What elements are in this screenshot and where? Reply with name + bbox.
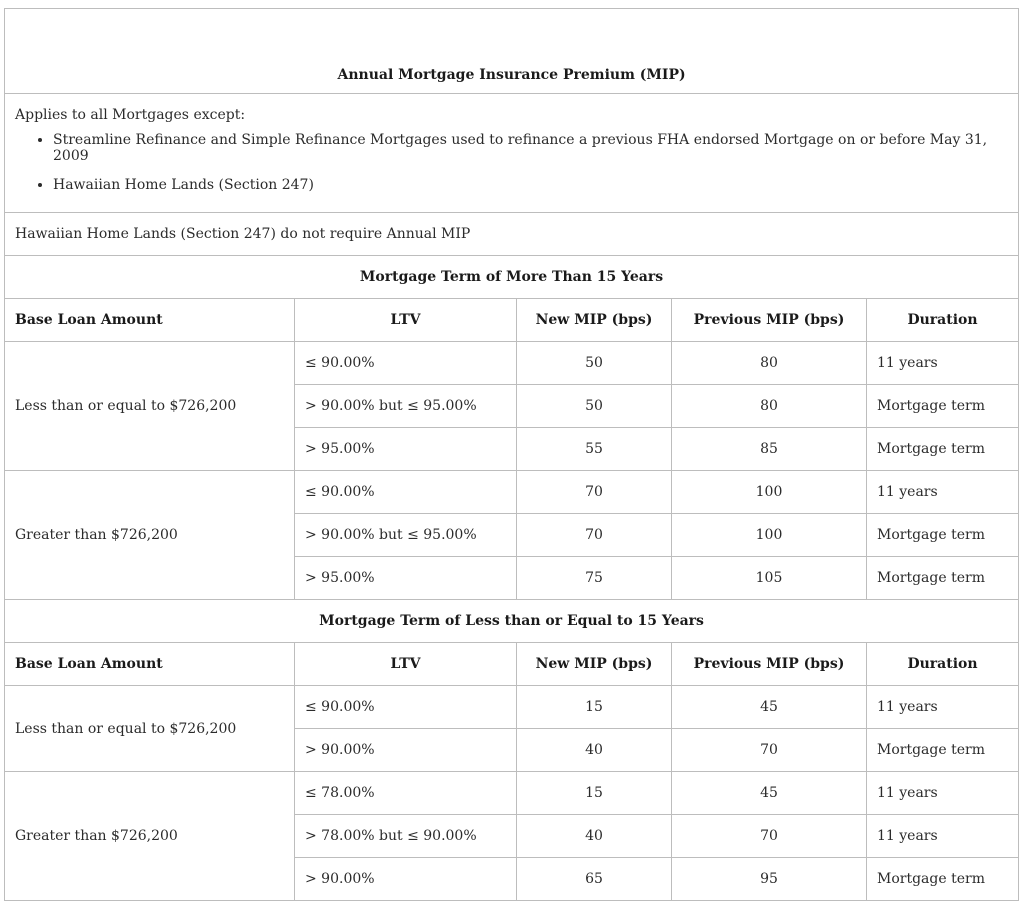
applies-section: [5, 94, 1019, 213]
new-mip-cell: 55: [517, 428, 672, 471]
base-loan-amount-header: Base Loan Amount: [5, 299, 295, 342]
ltv-cell: > 90.00% but ≤ 95.00%: [295, 514, 517, 557]
duration-cell: 11 years: [867, 471, 1019, 514]
hawaiian-note: Hawaiian Home Lands (Section 247) do not require Annual MIP: [5, 213, 1019, 256]
exception-item-hawaiian: • Hawaiian Home Lands (Section 247): [53, 177, 1008, 193]
ltv-cell: > 90.00% but ≤ 95.00%: [295, 385, 517, 428]
new-mip-cell: 50: [517, 385, 672, 428]
duration-cell: Mortgage term: [867, 557, 1019, 600]
section-title: Mortgage Term of Less than or Equal to 15 Years: [5, 600, 1019, 643]
table-row: [5, 342, 1019, 385]
previous-mip-cell: 95: [672, 858, 867, 901]
ltv-header: LTV: [295, 643, 517, 686]
table-row: [5, 772, 1019, 815]
previous-mip-cell: 70: [672, 729, 867, 772]
duration-cell: Mortgage term: [867, 729, 1019, 772]
mip-table: [4, 8, 1019, 901]
new-mip-cell: 50: [517, 342, 672, 385]
new-mip-header: New MIP (bps): [517, 643, 672, 686]
applies-intro: Applies to all Mortgages except:: [15, 107, 246, 123]
ltv-cell: > 95.00%: [295, 557, 517, 600]
section-title: Mortgage Term of More Than 15 Years: [5, 256, 1019, 299]
ltv-cell: ≤ 90.00%: [295, 471, 517, 514]
new-mip-cell: 15: [517, 686, 672, 729]
duration-header: Duration: [867, 643, 1019, 686]
duration-cell: 11 years: [867, 772, 1019, 815]
previous-mip-cell: 80: [672, 385, 867, 428]
table-row: [5, 471, 1019, 514]
ltv-cell: > 95.00%: [295, 428, 517, 471]
previous-mip-cell: 45: [672, 772, 867, 815]
new-mip-cell: 40: [517, 729, 672, 772]
new-mip-cell: 75: [517, 557, 672, 600]
new-mip-cell: 65: [517, 858, 672, 901]
mip-document: [4, 8, 1018, 886]
base-loan-amount-cell: Greater than $726,200: [5, 471, 295, 600]
previous-mip-cell: 105: [672, 557, 867, 600]
table-row: [5, 686, 1019, 729]
ltv-cell: ≤ 90.00%: [295, 686, 517, 729]
new-mip-cell: 15: [517, 772, 672, 815]
duration-cell: 11 years: [867, 342, 1019, 385]
duration-header: Duration: [867, 299, 1019, 342]
base-loan-amount-cell: Less than or equal to $726,200: [5, 686, 295, 772]
duration-cell: Mortgage term: [867, 514, 1019, 557]
previous-mip-cell: 100: [672, 471, 867, 514]
base-loan-amount-cell: Greater than $726,200: [5, 772, 295, 901]
ltv-header: LTV: [295, 299, 517, 342]
exception-item-streamline: • Streamline Refinance and Simple Refinance Mortgages used to refinance a previous FHA endorsed Mortgage on or before May 31, 2009: [53, 132, 1008, 164]
previous-mip-cell: 85: [672, 428, 867, 471]
new-mip-cell: 70: [517, 471, 672, 514]
new-mip-header: New MIP (bps): [517, 299, 672, 342]
previous-mip-cell: 100: [672, 514, 867, 557]
header-row: [5, 643, 1019, 686]
duration-cell: 11 years: [867, 815, 1019, 858]
ltv-cell: ≤ 78.00%: [295, 772, 517, 815]
previous-mip-cell: 80: [672, 342, 867, 385]
duration-cell: Mortgage term: [867, 428, 1019, 471]
new-mip-cell: 70: [517, 514, 672, 557]
duration-cell: 11 years: [867, 686, 1019, 729]
previous-mip-cell: 45: [672, 686, 867, 729]
ltv-cell: ≤ 90.00%: [295, 342, 517, 385]
header-row: [5, 299, 1019, 342]
page-title: Annual Mortgage Insurance Premium (MIP): [5, 9, 1019, 94]
new-mip-cell: 40: [517, 815, 672, 858]
ltv-cell: > 90.00%: [295, 729, 517, 772]
previous-mip-header: Previous MIP (bps): [672, 643, 867, 686]
ltv-cell: > 78.00% but ≤ 90.00%: [295, 815, 517, 858]
exceptions-list: [15, 132, 1008, 193]
ltv-cell: > 90.00%: [295, 858, 517, 901]
previous-mip-cell: 70: [672, 815, 867, 858]
duration-cell: Mortgage term: [867, 858, 1019, 901]
base-loan-amount-header: Base Loan Amount: [5, 643, 295, 686]
previous-mip-header: Previous MIP (bps): [672, 299, 867, 342]
base-loan-amount-cell: Less than or equal to $726,200: [5, 342, 295, 471]
duration-cell: Mortgage term: [867, 385, 1019, 428]
